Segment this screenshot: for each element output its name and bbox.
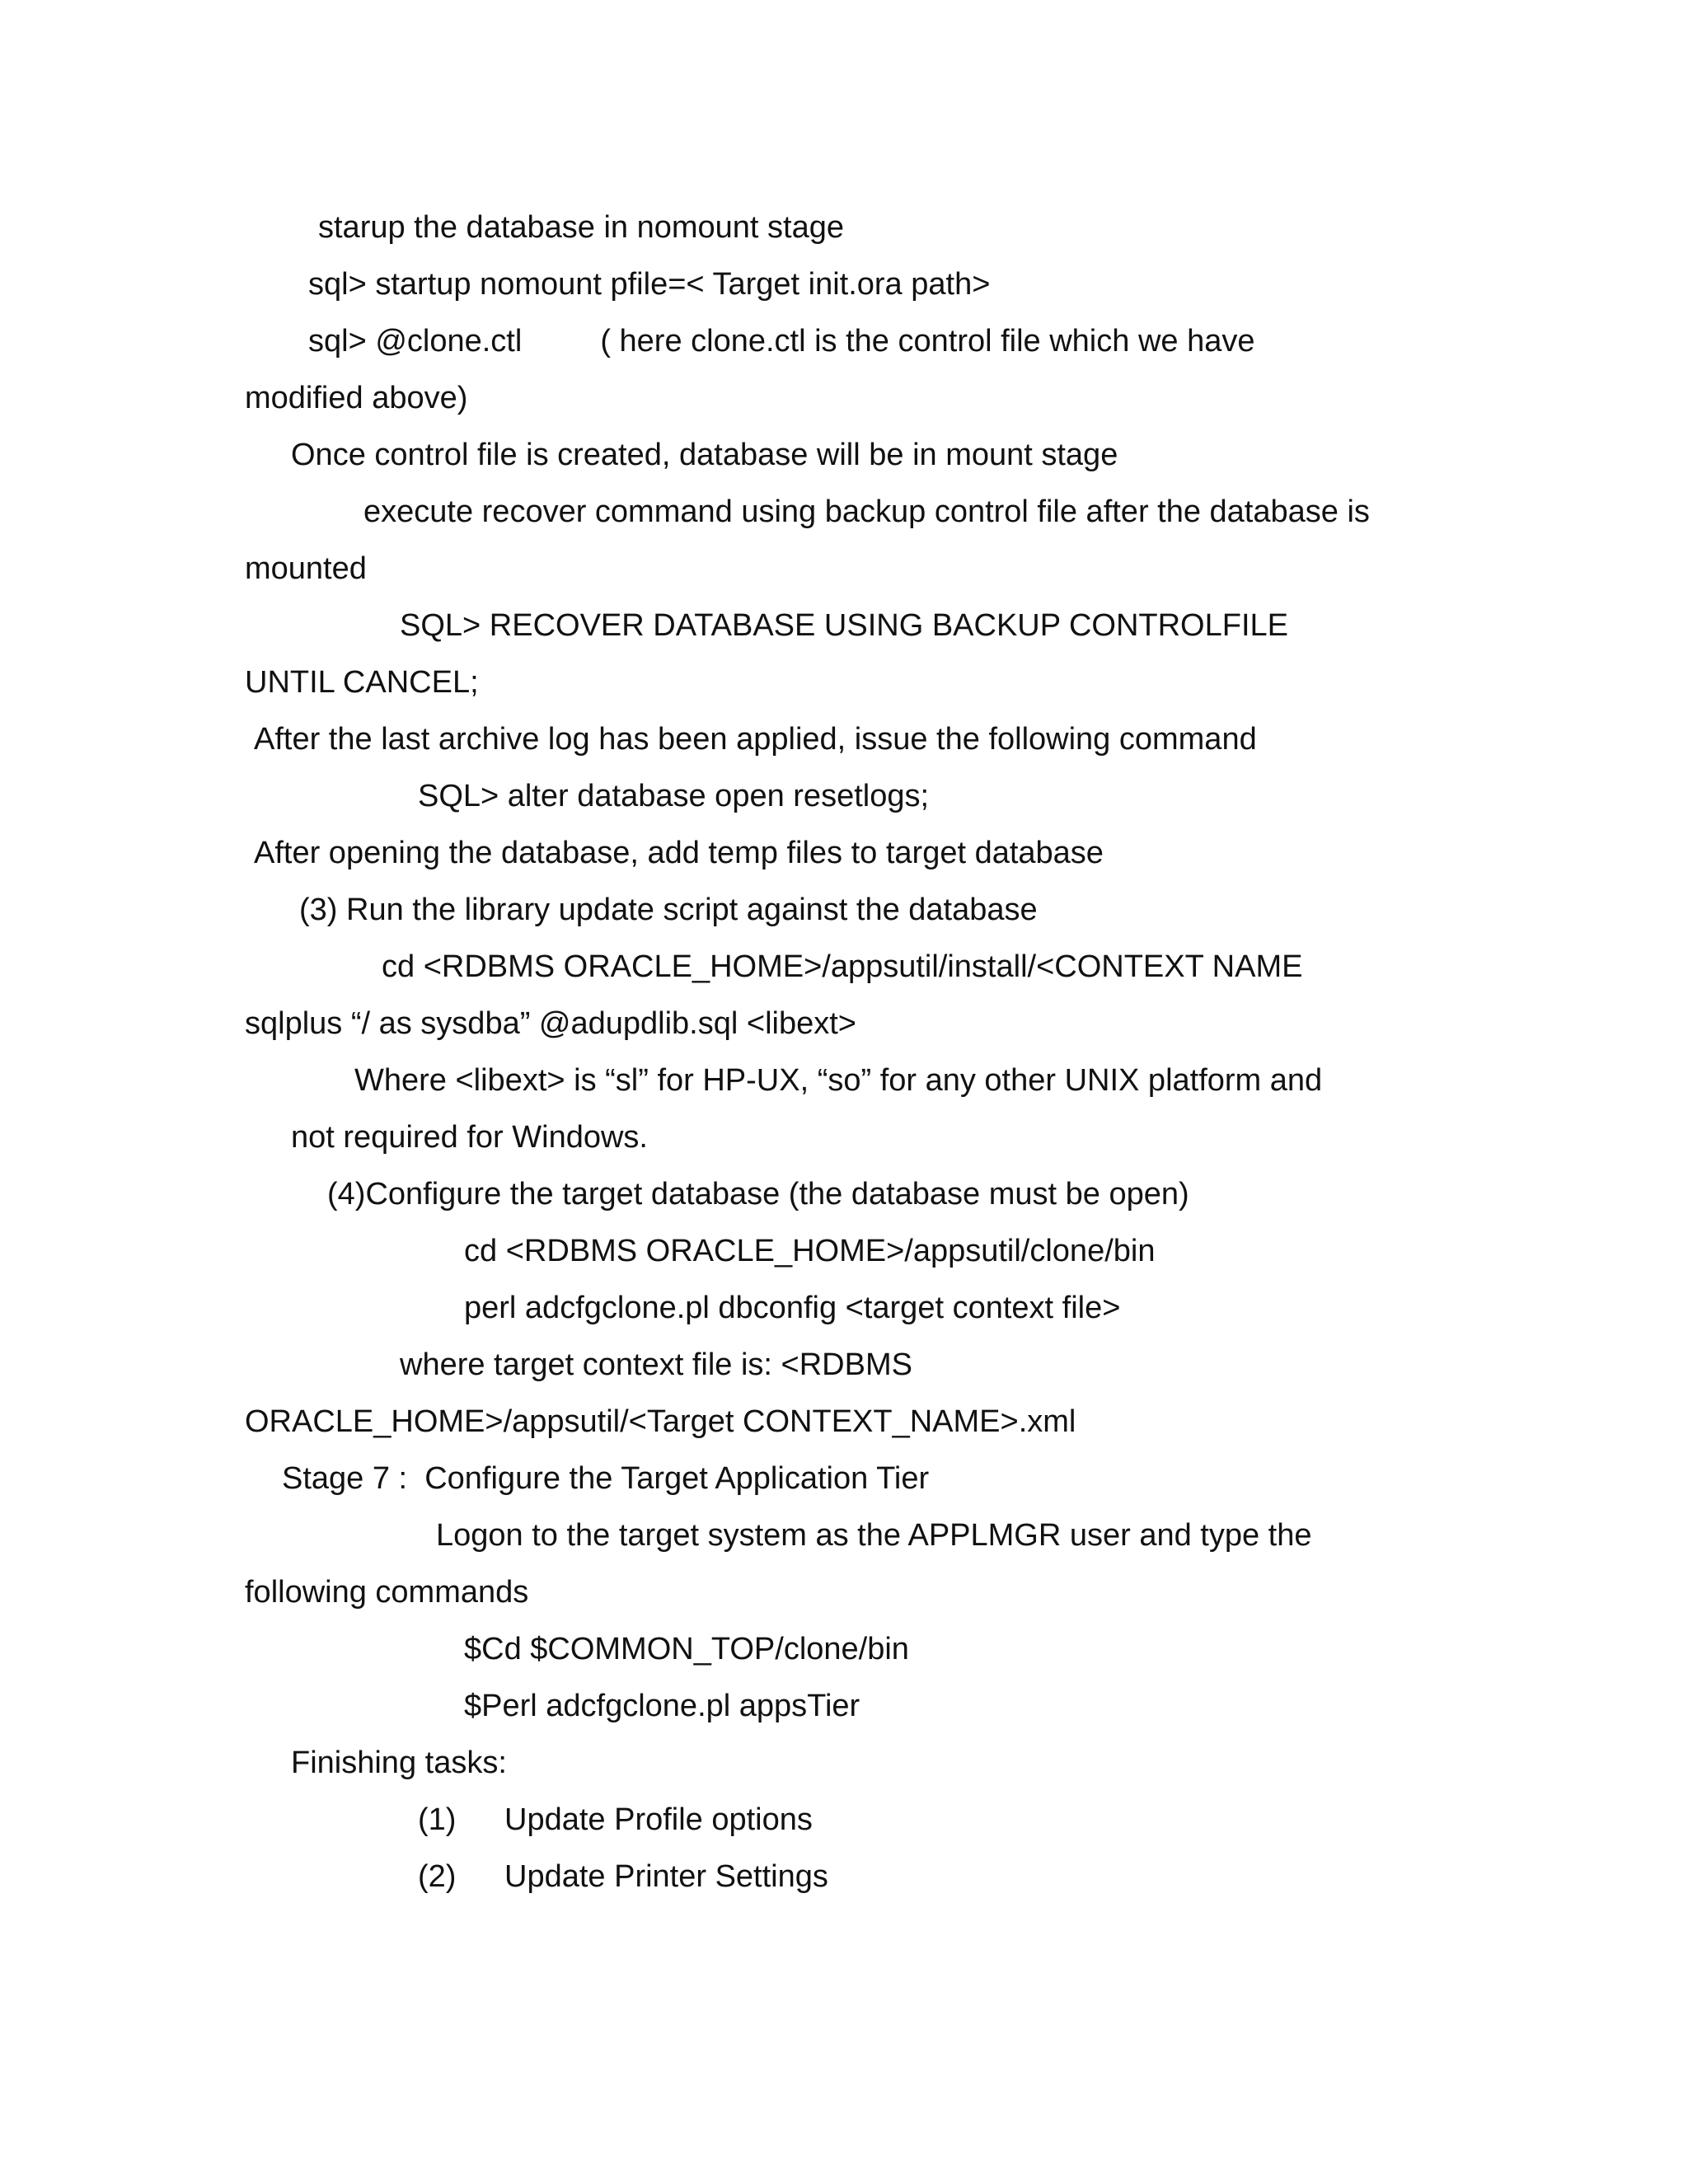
line-5: Once control file is created, database will be in mount stage xyxy=(291,438,1118,472)
line-7: mounted xyxy=(245,551,367,586)
line-9: UNTIL CANCEL; xyxy=(245,665,479,700)
line-20: perl adcfgclone.pl dbconfig <target context file> xyxy=(464,1291,1121,1325)
list-item-number: (1) xyxy=(418,1802,457,1837)
line-14: cd <RDBMS ORACLE_HOME>/appsutil/install/<CONTEXT NAME xyxy=(382,949,1303,984)
line-25: following commands xyxy=(245,1575,529,1610)
line-11: SQL> alter database open resetlogs; xyxy=(418,779,930,813)
section-heading-stage-7: Stage 7 : Configure the Target Application Tier xyxy=(282,1461,930,1496)
line-12: After opening the database, add temp files to target database xyxy=(254,836,1104,870)
line-1: starup the database in nomount stage xyxy=(318,210,845,245)
line-19: cd <RDBMS ORACLE_HOME>/appsutil/clone/bin xyxy=(464,1234,1156,1268)
line-3: sql> @clone.ctl ( here clone.ctl is the control file which we have xyxy=(308,324,1255,359)
line-27: $Perl adcfgclone.pl appsTier xyxy=(464,1689,860,1723)
line-8: SQL> RECOVER DATABASE USING BACKUP CONTROLFILE xyxy=(400,608,1288,643)
line-2: sql> startup nomount pfile=< Target init.ora path> xyxy=(308,267,991,302)
finishing-tasks-heading: Finishing tasks: xyxy=(291,1746,507,1780)
line-6: execute recover command using backup control file after the database is xyxy=(363,494,1370,529)
list-item-text: Update Profile options xyxy=(504,1802,813,1837)
line-4: modified above) xyxy=(245,381,468,415)
line-15: sqlplus “/ as sysdba” @adupdlib.sql <libext> xyxy=(245,1006,856,1041)
line-16: Where <libext> is “sl” for HP-UX, “so” for any other UNIX platform and xyxy=(354,1063,1323,1098)
line-22: ORACLE_HOME>/appsutil/<Target CONTEXT_NAME>.xml xyxy=(245,1404,1076,1439)
line-17: not required for Windows. xyxy=(291,1120,648,1155)
line-21: where target context file is: <RDBMS xyxy=(400,1347,912,1382)
line-26: $Cd $COMMON_TOP/clone/bin xyxy=(464,1632,909,1666)
line-18: (4)Configure the target database (the database must be open) xyxy=(327,1177,1189,1212)
line-24: Logon to the target system as the APPLMGR user and type the xyxy=(436,1518,1312,1553)
list-item-text: Update Printer Settings xyxy=(504,1859,828,1894)
line-10: After the last archive log has been applied, issue the following command xyxy=(254,722,1257,757)
list-item-number: (2) xyxy=(418,1859,457,1894)
line-13: (3) Run the library update script against the database xyxy=(299,893,1038,927)
